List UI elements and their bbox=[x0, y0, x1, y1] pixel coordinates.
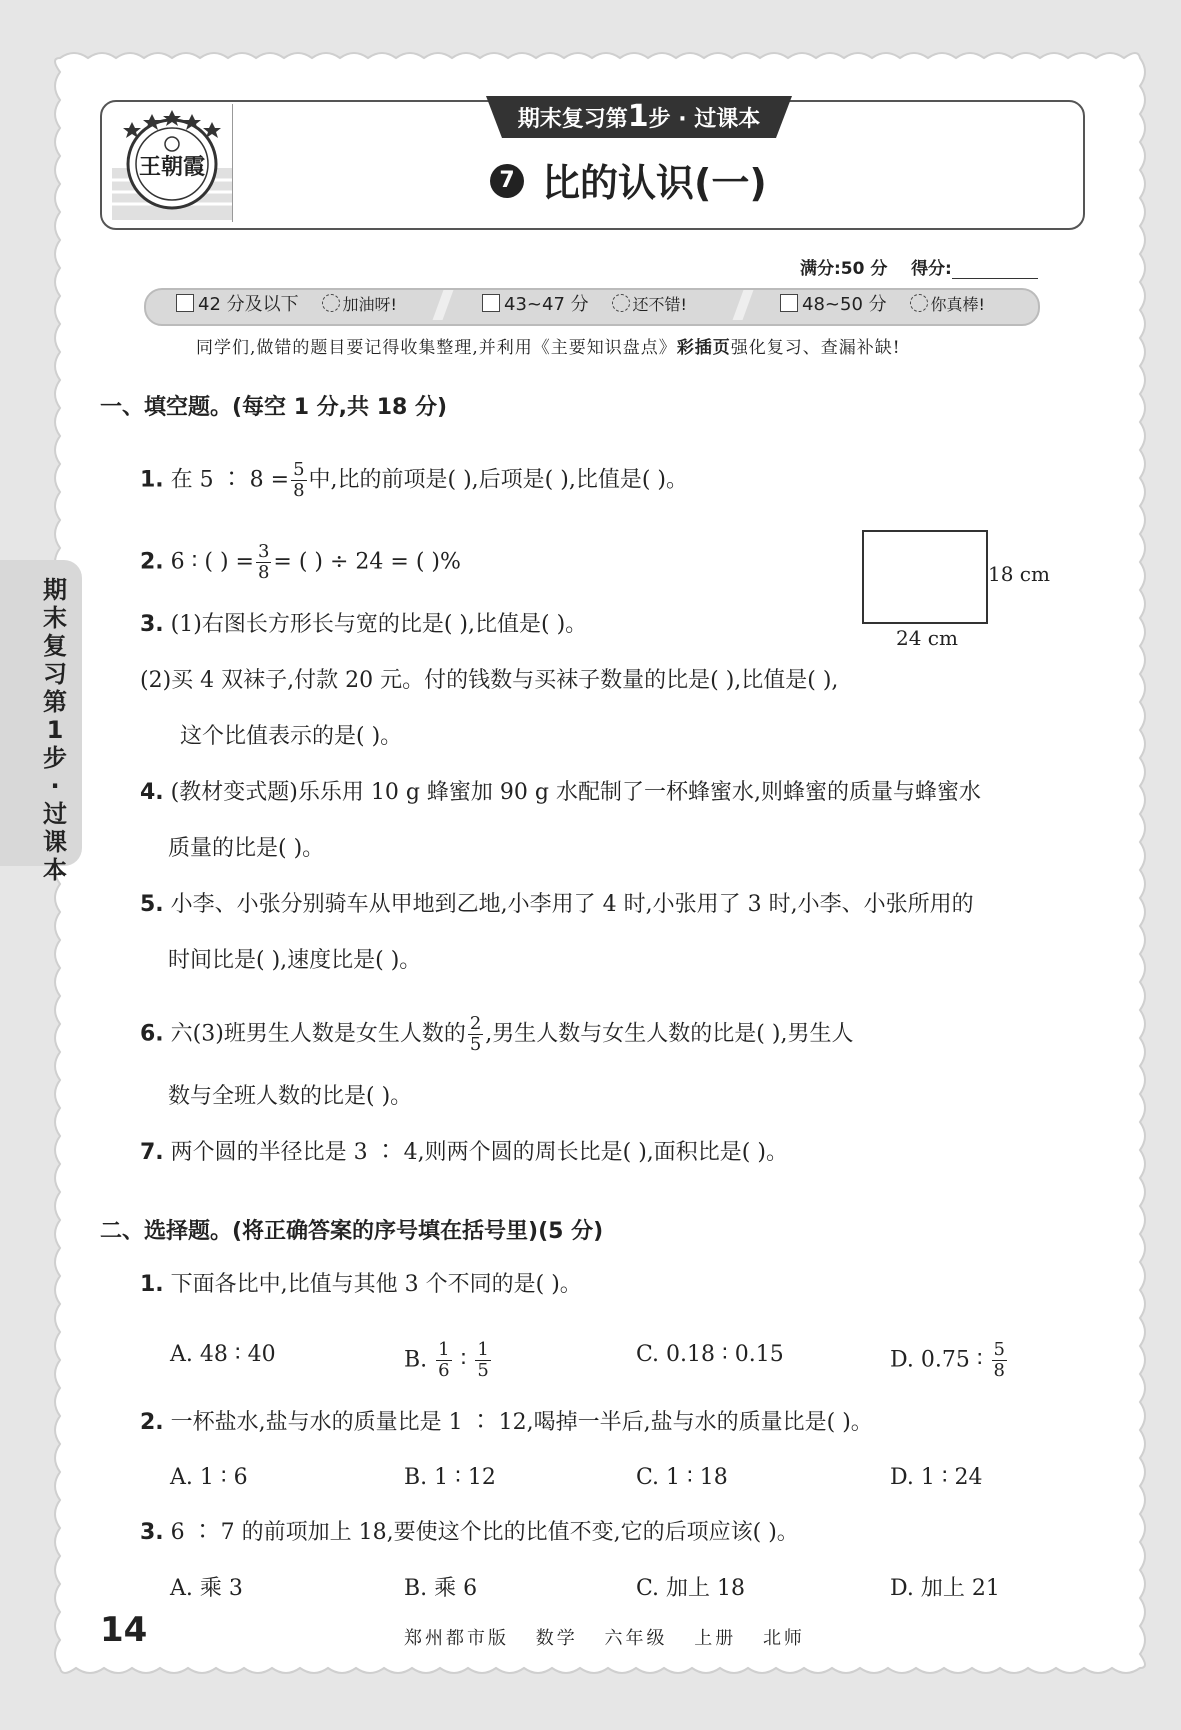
question-1-2 bbox=[140, 542, 461, 583]
question-1-3c: 这个比值表示的是( )。 bbox=[180, 724, 403, 749]
fraction-numerator: 5 bbox=[993, 1339, 1005, 1360]
logo-text: 王朝霞 bbox=[138, 154, 206, 180]
banner-post: 步 · 过课本 bbox=[648, 107, 761, 132]
footer-subject: 数学 bbox=[535, 1628, 578, 1649]
question-text: 小李、小张分别骑车从甲地到乙地,小李用了 4 时,小张用了 3 时,小李、小张所用的 bbox=[170, 892, 974, 917]
grade-range: 42 分及以下 bbox=[198, 294, 299, 315]
option-b[interactable]: B. 1 ∶ 12 bbox=[404, 1465, 496, 1490]
question-1-3b: (2)买 4 双袜子,付款 20 元。付的钱数与买袜子数量的比是( ),比值是( ), bbox=[140, 668, 839, 693]
tip-pre: 同学们,做错的题目要记得收集整理,并利用《主要知识盘点》 bbox=[196, 338, 677, 358]
fraction-denominator: 5 bbox=[469, 1034, 482, 1055]
option-a[interactable]: A. 1 ∶ 6 bbox=[170, 1465, 248, 1490]
lesson-title-text: 比的认识(一) bbox=[542, 161, 767, 205]
question-number: 3. bbox=[140, 1520, 164, 1545]
checkbox-icon[interactable] bbox=[780, 294, 798, 312]
option-a[interactable]: A. 乘 3 bbox=[170, 1576, 243, 1601]
option-d[interactable] bbox=[890, 1340, 1009, 1381]
option-label: D. 0.75 ∶ bbox=[890, 1347, 983, 1373]
option-b[interactable]: B. 乘 6 bbox=[404, 1576, 478, 1601]
question-1-5b: 时间比是( ),速度比是( )。 bbox=[168, 948, 422, 973]
fraction bbox=[291, 460, 306, 501]
fraction-denominator: 6 bbox=[438, 1360, 450, 1381]
score-line bbox=[800, 254, 1038, 279]
fraction-denominator: 8 bbox=[993, 1360, 1005, 1381]
option-c[interactable]: C. 1 ∶ 18 bbox=[636, 1465, 728, 1490]
fraction-numerator: 1 bbox=[477, 1339, 489, 1360]
grade-range: 43~47 分 bbox=[504, 294, 589, 315]
footer-edition: 郑州都市版 bbox=[404, 1628, 509, 1649]
question-text: = ( ) ÷ 24 = ( )% bbox=[273, 549, 461, 575]
grade-item bbox=[176, 290, 397, 320]
question-text: 两个圆的半径比是 3 ∶ 4,则两个圆的周长比是( ),面积比是( )。 bbox=[170, 1140, 788, 1165]
question-text: 下面各比中,比值与其他 3 个不同的是( )。 bbox=[170, 1272, 582, 1297]
footer-volume: 上册 bbox=[694, 1628, 737, 1649]
tip-bold: 彩插页 bbox=[676, 338, 731, 358]
page-number: 14 bbox=[100, 1610, 148, 1650]
question-text: 在 5 ∶ 8 = bbox=[170, 467, 290, 493]
grade-item bbox=[780, 290, 985, 320]
question-text: (教材变式题)乐乐用 10 g 蜂蜜加 90 g 水配制了一杯蜂蜜水,则蜂蜜的质量与蜂蜜水 bbox=[170, 780, 981, 805]
section2-title: 二、选择题。(将正确答案的序号填在括号里)(5 分) bbox=[100, 1219, 604, 1244]
full-score: 满分:50 分 bbox=[800, 259, 888, 279]
smiley-icon bbox=[322, 294, 340, 312]
question-1-4b: 质量的比是( )。 bbox=[168, 836, 325, 861]
question-1-6a bbox=[140, 1014, 853, 1055]
fraction-denominator: 5 bbox=[477, 1360, 489, 1381]
question-1-4a bbox=[140, 778, 981, 808]
question-number: 2. bbox=[140, 1410, 164, 1435]
fraction bbox=[256, 542, 271, 583]
grade-item bbox=[482, 290, 687, 320]
question-number: 3. bbox=[140, 612, 164, 637]
fraction bbox=[436, 1340, 451, 1381]
grade-cheer: 还不错! bbox=[632, 295, 687, 314]
question-1-6b: 数与全班人数的比是( )。 bbox=[168, 1084, 413, 1109]
question-1-5a bbox=[140, 890, 974, 920]
question-number: 4. bbox=[140, 780, 164, 805]
question-1-7 bbox=[140, 1138, 788, 1168]
question-text: (1)右图长方形长与宽的比是( ),比值是( )。 bbox=[170, 612, 588, 637]
fraction-numerator: 2 bbox=[469, 1013, 482, 1034]
question-2-3 bbox=[140, 1518, 799, 1548]
side-tab-text: 期末复习第1步·过课本 bbox=[43, 576, 67, 884]
question-text: ,男生人数与女生人数的比是( ),男生人 bbox=[485, 1021, 854, 1047]
section1-title: 一、填空题。(每空 1 分,共 18 分) bbox=[100, 395, 448, 420]
option-b[interactable] bbox=[404, 1340, 493, 1381]
option-label: B. bbox=[404, 1347, 428, 1373]
smiley-icon bbox=[910, 294, 928, 312]
question-number: 1. bbox=[140, 467, 164, 493]
banner-pre: 期末复习第 bbox=[517, 107, 628, 132]
question-text: 六(3)班男生人数是女生人数的 bbox=[170, 1021, 466, 1047]
grade-range: 48~50 分 bbox=[802, 294, 887, 315]
brand-logo bbox=[112, 108, 232, 220]
fraction bbox=[992, 1340, 1007, 1381]
question-text: 6 ∶ ( ) = bbox=[170, 549, 254, 575]
banner-step: 1 bbox=[627, 99, 649, 134]
footer-info bbox=[404, 1624, 823, 1650]
option-d[interactable]: D. 加上 21 bbox=[890, 1576, 1000, 1601]
question-number: 5. bbox=[140, 892, 164, 917]
score-blank[interactable] bbox=[952, 262, 1038, 279]
grade-cheer: 加油呀! bbox=[342, 295, 397, 314]
fraction-denominator: 8 bbox=[257, 562, 270, 583]
question-number: 7. bbox=[140, 1140, 164, 1165]
question-text: 中,比的前项是( ),后项是( ),比值是( )。 bbox=[308, 467, 688, 493]
question-2-1 bbox=[140, 1270, 582, 1300]
fraction bbox=[468, 1014, 483, 1055]
option-c[interactable]: C. 加上 18 bbox=[636, 1576, 746, 1601]
option-a[interactable]: A. 48 ∶ 40 bbox=[170, 1342, 276, 1367]
rect-height-label: 18 cm bbox=[988, 562, 1050, 586]
question-1-3a bbox=[140, 610, 587, 640]
fraction-numerator: 1 bbox=[438, 1339, 450, 1360]
study-tip bbox=[196, 333, 901, 358]
score-label: 得分: bbox=[911, 259, 952, 279]
lesson-number-badge: 7 bbox=[490, 164, 524, 198]
checkbox-icon[interactable] bbox=[176, 294, 194, 312]
footer-grade: 六年级 bbox=[604, 1628, 668, 1649]
fraction bbox=[475, 1340, 490, 1381]
smiley-icon bbox=[612, 294, 630, 312]
grade-cheer: 你真棒! bbox=[930, 295, 985, 314]
question-1-1 bbox=[140, 460, 688, 501]
fraction-numerator: 3 bbox=[257, 541, 270, 562]
question-number: 1. bbox=[140, 1272, 164, 1297]
rectangle-figure bbox=[862, 530, 988, 624]
ratio-sign: ∶ bbox=[460, 1347, 467, 1373]
fraction-denominator: 8 bbox=[293, 480, 305, 501]
question-number: 6. bbox=[140, 1021, 164, 1047]
lesson-title bbox=[490, 150, 820, 210]
fraction-numerator: 5 bbox=[293, 459, 305, 480]
question-2-2 bbox=[140, 1408, 873, 1438]
checkbox-icon[interactable] bbox=[482, 294, 500, 312]
logo-divider bbox=[232, 104, 233, 222]
footer-publisher: 北师 bbox=[762, 1628, 805, 1649]
option-d[interactable]: D. 1 ∶ 24 bbox=[890, 1465, 983, 1490]
question-number: 2. bbox=[140, 549, 164, 575]
option-c[interactable]: C. 0.18 ∶ 0.15 bbox=[636, 1342, 784, 1367]
rect-width-label: 24 cm bbox=[896, 626, 958, 650]
question-text: 6 ∶ 7 的前项加上 18,要使这个比的比值不变,它的后项应该( )。 bbox=[170, 1520, 799, 1545]
question-text: 一杯盐水,盐与水的质量比是 1 ∶ 12,喝掉一半后,盐与水的质量比是( )。 bbox=[170, 1410, 873, 1435]
chapter-banner bbox=[486, 96, 792, 138]
tip-post: 强化复习、查漏补缺! bbox=[730, 338, 901, 358]
